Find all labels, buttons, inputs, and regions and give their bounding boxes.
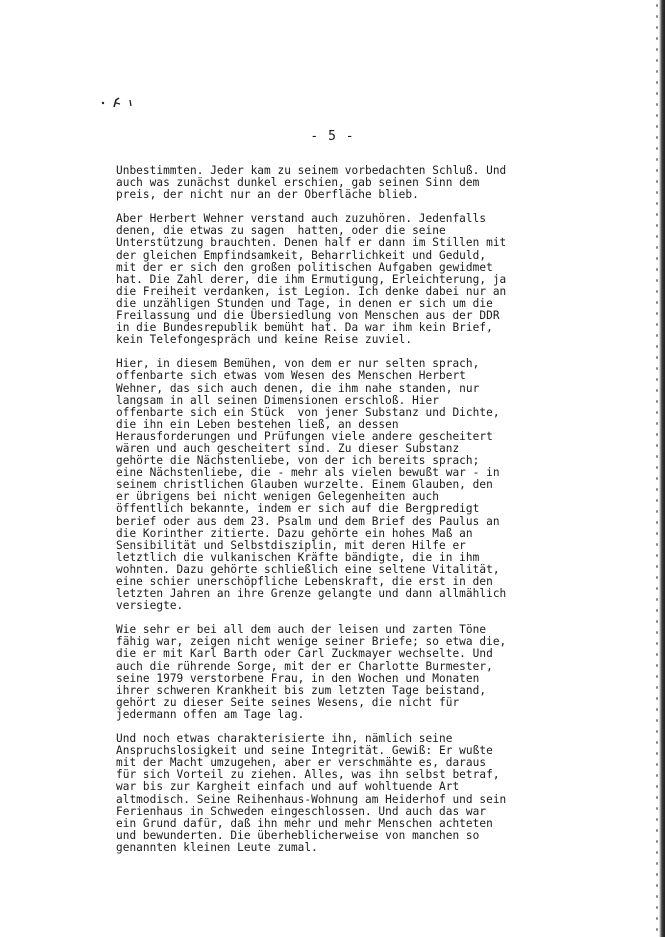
text-line: war bis zur Kargheit einfach und auf wohltuende Art xyxy=(116,780,460,794)
text-line: wären und auch gescheitert sind. Zu dieser Substanz xyxy=(116,441,460,455)
text-line: eine Nächstenliebe, die - mehr als vielen bewußt war - in xyxy=(116,466,500,480)
text-line: offenbarte sich ein Stück von jener Substanz und Dichte, xyxy=(116,405,500,419)
text-line: letztlich die vulkanischen Kräfte bändigte, die in ihm xyxy=(116,550,480,564)
text-line: Hier, in diesem Bemühen, von dem er nur selten sprach, xyxy=(116,357,480,371)
text-line: kein Telefongespräch und keine Reise zuviel. xyxy=(116,333,413,347)
text-line: eine schier unerschöpfliche Lebenskraft, die erst in den xyxy=(116,575,493,588)
text-line: fähig war, zeigen nicht wenige seiner Briefe; so etwa die, xyxy=(116,635,507,649)
text-line: Unterstützung brauchten. Denen half er dann im Stillen mit xyxy=(116,236,507,250)
text-line: Freilassung und die Übersiedlung von Menschen aus der DDR xyxy=(116,309,500,323)
text-line: der gleichen Empfindsamkeit, Beharrlichkeit und Geduld, xyxy=(116,248,487,262)
text-line: ein Grund dafür, daß ihn mehr und mehr Menschen achteten xyxy=(116,816,493,830)
text-line: wohnten. Dazu gehörte schließlich eine seltene Vitalität, xyxy=(116,562,500,576)
paragraph xyxy=(116,165,549,201)
text-line: Wie sehr er bei all dem auch der leisen und zarten Töne xyxy=(116,623,487,637)
text-line: hat. Die Zahl derer, die ihm Ermutigung, Erleichterung, ja xyxy=(116,272,507,286)
text-line: Ferienhaus in Schweden eingeschlossen. Und auch das war xyxy=(116,804,487,818)
text-line: öffentlich bekannte, indem er sich auf die Bergpredigt xyxy=(116,502,480,516)
paragraph xyxy=(116,624,549,721)
text-line: seine 1979 verstorbene Frau, in den Wochen und Monaten xyxy=(116,671,480,685)
text-line: Aber Herbert Wehner verstand auch zuzuhören. Jedenfalls xyxy=(116,212,487,226)
text-line: altmodisch. Seine Reihenhaus-Wohnung am Heiderhof und sein xyxy=(116,792,507,806)
text-line: berief oder aus dem 23. Psalm und dem Brief des Paulus an xyxy=(116,514,500,528)
text-line: er übrigens bei nicht wenigen Gelegenheiten auch xyxy=(116,490,439,504)
text-line: die unzähligen Stunden und Tage, in denen er sich um die xyxy=(116,296,493,310)
text-line: die ihn ein Leben bestehen ließ, an dessen xyxy=(116,417,399,431)
text-line: offenbarte sich etwas vom Wesen des Menschen Herbert xyxy=(116,369,466,383)
page-number: - 5 - xyxy=(310,129,355,144)
text-line: versiegte. xyxy=(116,599,184,613)
text-line: Wehner, das sich auch denen, die ihm nahe standen, nur xyxy=(116,381,480,395)
body-text xyxy=(116,165,549,866)
text-line: langsam in all seinen Dimensionen erschloß. Hier xyxy=(116,393,439,407)
text-line: und bewunderten. Die überheblicherweise von manchen so xyxy=(116,828,480,842)
text-line: gehörte die Nächstenliebe, von der ich bereits sprach; xyxy=(116,454,480,468)
text-line: Und noch etwas charakterisierte ihn, nämlich seine xyxy=(116,732,453,746)
text-line: preis, der nicht nur an der Oberfläche blieb. xyxy=(116,188,419,202)
text-line: für sich Vorteil zu ziehen. Alles, was ihn selbst betraf, xyxy=(116,768,500,782)
text-line: Unbestimmten. Jeder kam zu seinem vorbedachten Schluß. Und xyxy=(116,164,507,177)
text-line: Herausforderungen und Prüfungen viele andere gescheitert xyxy=(116,429,493,443)
paragraph xyxy=(116,358,549,612)
text-line: die er mit Karl Barth oder Carl Zuckmayer wechselte. Und xyxy=(116,647,493,661)
text-line: seinem christlichen Glauben wurzelte. Einem Glauben, den xyxy=(116,478,493,492)
text-line: die Freiheit verdanken, ist Legion. Ich denke dabei nur an xyxy=(116,284,507,298)
text-line: genannten kleinen Leute zumal. xyxy=(116,840,318,854)
text-line: denen, die etwas zu sagen hatten, oder die seine xyxy=(116,224,446,238)
paragraph xyxy=(116,213,549,346)
text-line: letzten Jahren an ihre Grenze gelangte und dann allmählich xyxy=(116,587,507,601)
text-line: mit der Macht umzugehen, aber er verschmähte es, daraus xyxy=(116,756,487,770)
paragraph xyxy=(116,733,549,854)
text-line: auch was zunächst dunkel erschien, gab seinen Sinn dem xyxy=(116,176,480,190)
text-line: auch die rührende Sorge, mit der er Charlotte Burmester, xyxy=(116,659,493,673)
text-line: ihrer schweren Krankheit bis zum letzten Tage beistand, xyxy=(116,683,487,697)
text-line: jedermann offen am Tage lag. xyxy=(116,707,305,721)
text-line: in die Bundesrepublik bemüht hat. Da war ihm kein Brief, xyxy=(116,321,493,335)
stray-ink-mark xyxy=(100,94,140,110)
text-line: gehört zu dieser Seite seines Wesens, die nicht für xyxy=(116,695,460,709)
text-line: die Korinther zitierte. Dazu gehörte ein hohes Maß an xyxy=(116,526,473,540)
text-line: Anspruchslosigkeit und seine Integrität. Gewiß: Er wußte xyxy=(116,744,493,758)
text-line: mit der er sich den großen politischen Aufgaben gewidmet xyxy=(116,260,493,274)
text-line: Sensibilität und Selbstdisziplin, mit deren Hilfe er xyxy=(116,538,466,552)
